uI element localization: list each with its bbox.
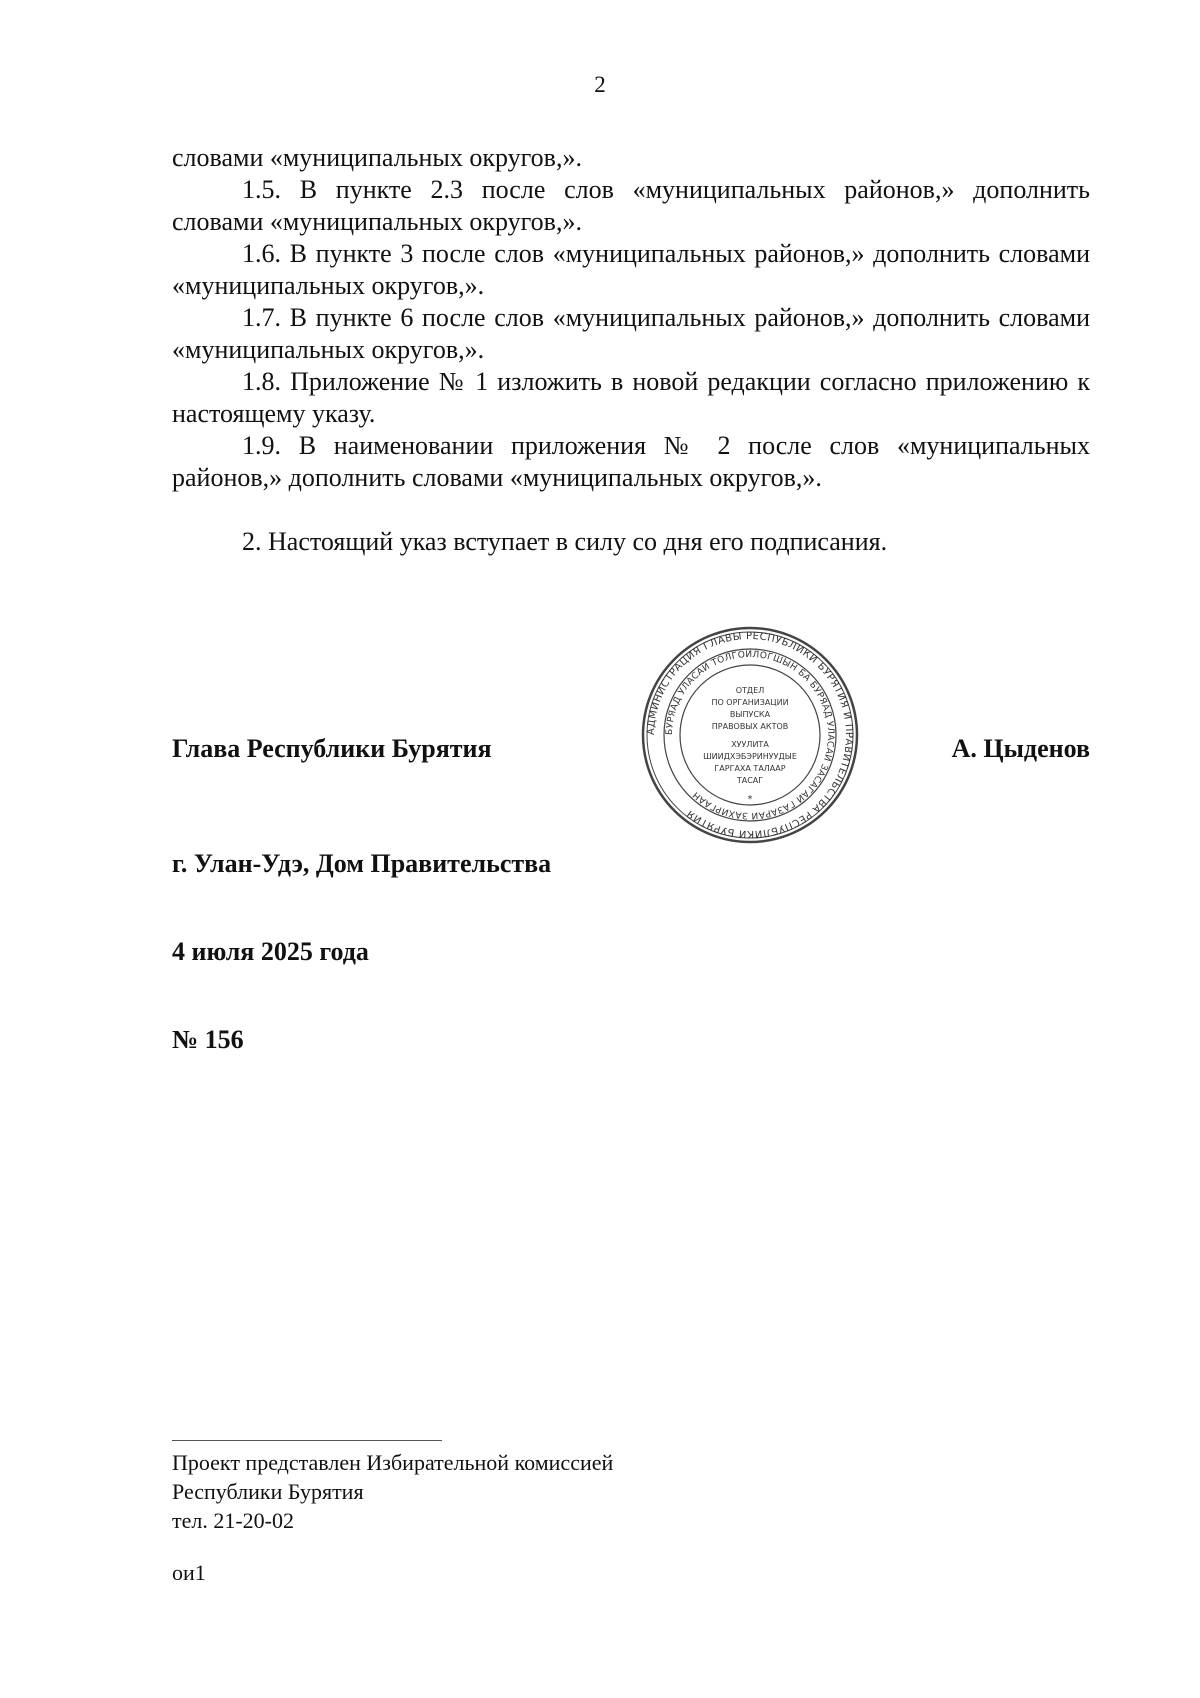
signing-place: г. Улан-Удэ, Дом Правительства (172, 849, 552, 878)
signing-date: 4 июля 2025 года (172, 937, 369, 966)
seal-center-line: ПРАВОВЫХ АКТОВ (711, 722, 789, 731)
paragraph-gap (172, 494, 1090, 526)
seal-center-line: ХУУЛИТА (731, 740, 769, 749)
signatory-position: Глава Республики Бурятия (172, 734, 492, 763)
seal-center-line: ПО ОРГАНИЗАЦИИ (711, 698, 789, 707)
footnote (172, 1448, 613, 1535)
paragraph-1-6: 1.6. В пункте 3 после слов «муниципальных районов,» дополнить словами «муниципальных округов,». (172, 239, 1090, 300)
paragraph-1-8: 1.8. Приложение № 1 изложить в новой редакции согласно приложению к настоящему указу. (172, 367, 1090, 428)
seal-outer-text: АДМИНИСТРАЦИЯ ГЛАВЫ РЕСПУБЛИКИ БУРЯТИЯ И ПРАВИТЕЛЬСТВА РЕСПУБЛИКИ БУРЯТИЯ (645, 630, 855, 840)
official-seal-icon (640, 625, 860, 845)
paragraph-2: 2. Настоящий указ вступает в силу со дня его подписания. (242, 527, 888, 556)
paragraph-continuation: словами «муниципальных округов,». (172, 143, 582, 172)
svg-text:*: * (747, 794, 753, 805)
seal-center-line: ВЫПУСКА (729, 710, 771, 719)
document-number: № 156 (172, 1025, 244, 1054)
paragraph-1-9: 1.9. В наименовании приложения № 2 после слов «муниципальных районов,» дополнить словами «муниципальных округов,». (172, 431, 1090, 492)
document-code: ои1 (172, 1560, 206, 1585)
footnote-phone: тел. 21-20-02 (172, 1508, 295, 1533)
paragraph-1-5: 1.5. В пункте 2.3 после слов «муниципальных районов,» дополнить словами «муниципальных округов,». (172, 175, 1090, 236)
footnote-divider (172, 1440, 442, 1441)
seal-center-line: ГАРГАХА ТАЛААР (714, 764, 786, 773)
seal-inner-text: БУРЯАД УЛАСАЙ ТОЛГОЙЛОГШЫН БА БУРЯАД УЛАСАЙ ЗАСАГАЙ ГАЗАРАЙ ЗАХИРГААН (664, 649, 836, 821)
page-number: 2 (594, 72, 606, 97)
seal-center-line: ОТДЕЛ (735, 686, 765, 695)
footnote-line: Республики Бурятия (172, 1479, 364, 1504)
document-body (172, 142, 1090, 558)
signatory-name: А. Цыденов (951, 734, 1090, 763)
seal-center-line: ТАСАГ (736, 776, 764, 785)
footnote-line: Проект представлен Избирательной комиссией (172, 1450, 614, 1475)
seal-center-line: ШИИДХЭБЭРИНУУДЫЕ (703, 752, 797, 761)
paragraph-1-7: 1.7. В пункте 6 после слов «муниципальных районов,» дополнить словами «муниципальных округов,». (172, 303, 1090, 364)
